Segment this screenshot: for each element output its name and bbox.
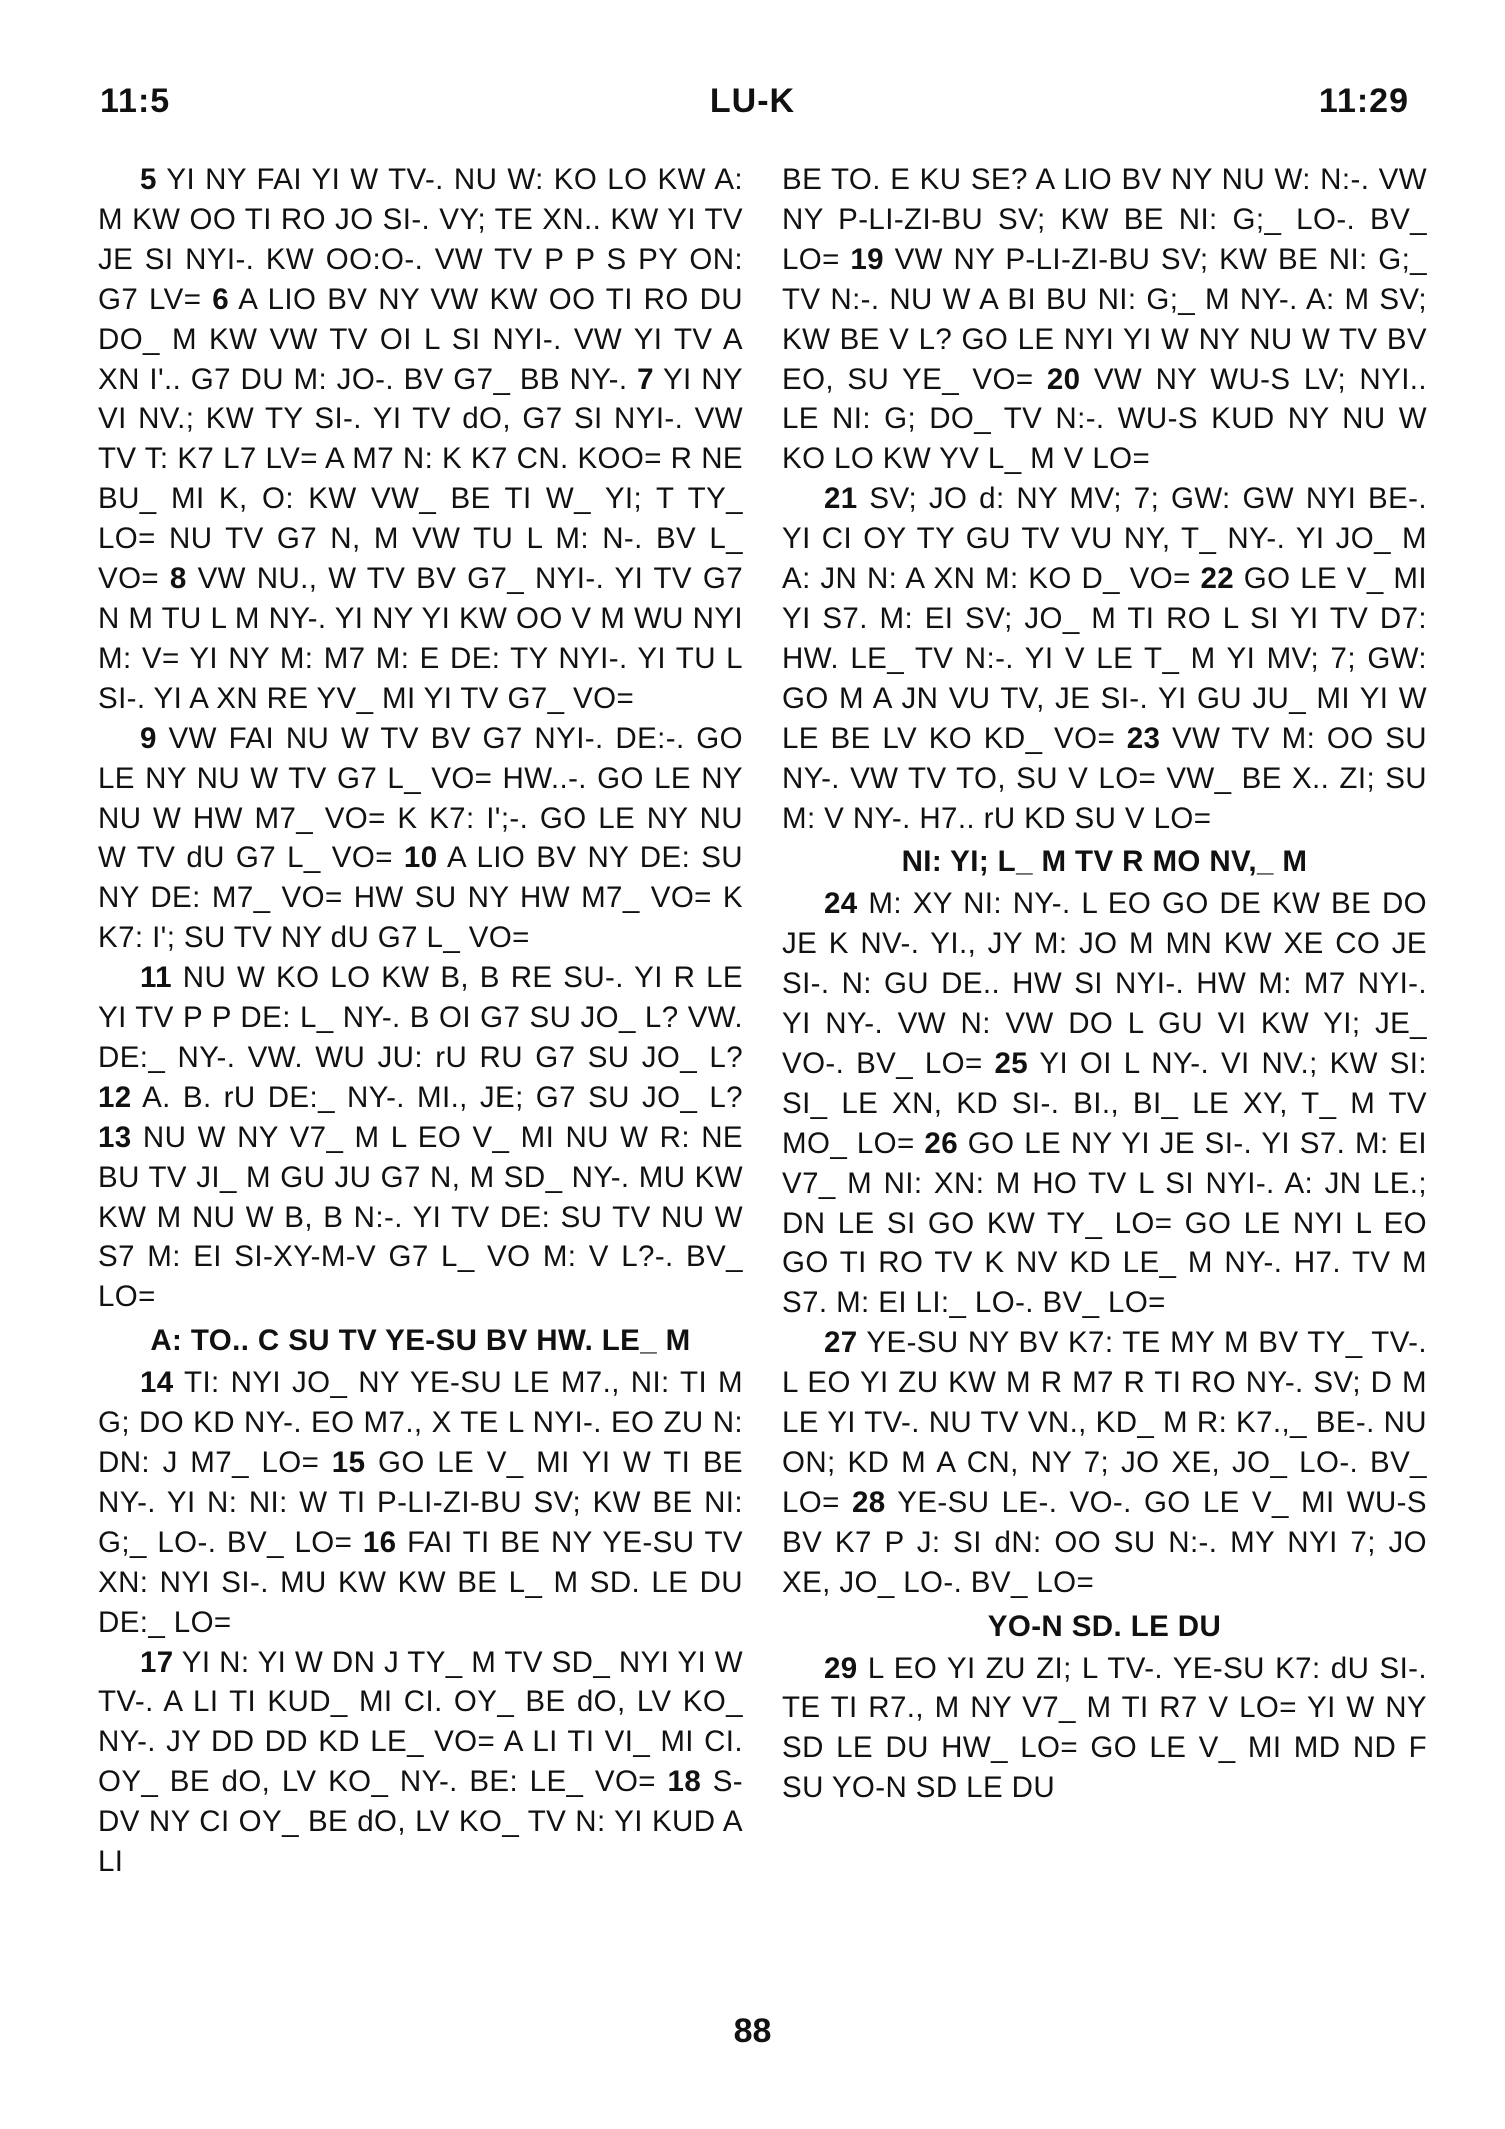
verse-text: GO LE NY YI JE SI-. YI S7. M: EI V7_ M NI: XN: M HO TV L SI NYI-. A: JN LE.; DN LE SI GO KW TY_ LO= GO LE NYI L EO GO TI RO TV K NV KD LE_ M NY-. H7. TV M S7. M: EI LI:_ LO-. BV_ LO= [782,1126,1427,1320]
verse-number: 21 [824,482,858,516]
verse-number: 12 [98,1080,132,1114]
verse-number: 7 [637,362,654,396]
paragraph [98,160,743,719]
section-heading: A: TO.. C SU TV YE-SU BV HW. LE_ M [150,1324,691,1358]
verse-number: 15 [331,1446,366,1479]
verse-number: 10 [403,841,438,875]
verse-text: S-DV NY CI OY_ BE dO, LV KO_ TV N: YI KUD A LI [98,1765,744,1879]
verse-number: 29 [824,1651,858,1685]
paragraph [98,719,743,958]
verse-text: YI OI L NY-. VI NV.; KW SI: SI_ LE XN, KD SI-. BI., BI_ LE XY, T_ M TV MO_ LO= [782,1046,1427,1160]
running-head-left: 11:5 [100,82,171,120]
verse-text: VW FAI NU W TV BV G7 NYI-. DE:-. GO LE NY NU W TV G7 L_ VO= HW..-. GO LE NY NU W HW M7_ VO= K K7: I';-. GO LE NY NU W TV dU G7 L_ VO= [98,721,743,875]
verse-text: YI NY VI NV.; KW TY SI-. YI TV dO, G7 SI NYI-. VW TV T: K7 L7 LV= A M7 N: K K7 CN. KOO= R NE BU_ MI K, O: KW VW_ BE TI W_ YI; T TY_ LO= NU TV G7 N, M VW TU L M: N-. BV L_ VO= [98,362,743,596]
left-column [98,160,743,1882]
verse-text: BE TO. E KU SE? A LIO BV NY NU W: N:-. VW NY P-LI-ZI-BU SV; KW BE NI: G;_ LO-. BV_ LO= [782,163,1427,276]
verse-text: VW NY WU-S LV; NYI.. LE NI: G; DO_ TV N:-. WU-S KUD NY NU W KO LO KW YV L_ M V LO= [782,362,1427,476]
verse-text: NU W NY V7_ M L EO V_ MI NU W R: NE BU TV JI_ M GU JU G7 N, M SD_ NY-. MU KW KW M NU W B, B N:-. YI TV DE: SU TV NU W S7 M: EI SI-XY-M-V G7 L_ VO M: V L?-. BV_ LO= [98,1120,743,1314]
verse-number: 22 [1200,562,1235,596]
verse-text: TI: NYI JO_ NY YE-SU LE M7., NI: TI M G; DO KD NY-. EO M7., X TE L NYI-. EO ZU N: DN: J M7_ LO= [98,1366,743,1479]
verse-text: A LIO BV NY VW KW OO TI RO DU DO_ M KW VW TV OI L SI NYI-. VW YI TV A XN I'.. G7 DU M: JO-. BV G7_ BB NY-. [98,282,743,396]
paragraph [782,1649,1427,1809]
verse-number: 8 [169,562,187,596]
verse-text: NU W KO LO KW B, B RE SU-. YI R LE YI TV P P DE: L_ NY-. B OI G7 SU JO_ L? VW. DE:_ NY-. VW. WU JU: rU RU G7 SU JO_ L? [98,961,743,1074]
paragraph [782,479,1427,838]
paragraph [98,958,743,1317]
paragraph [782,884,1427,1323]
verse-text: VW NY P-LI-ZI-BU SV; KW BE NI: G;_ TV N:-. NU W A BI BU NI: G;_ M NY-. A: M SV; KW BE V L? GO LE NYI YI W NY NU W TV BV EO, SU YE_ VO= [782,242,1427,396]
verse-number: 28 [851,1485,886,1519]
verse-text: VW TV M: OO SU NY-. VW TV TO, SU V LO= VW_ BE X.. ZI; SU M: V NY-. H7.. rU KD SU V LO= [782,721,1427,835]
right-column [782,160,1427,1808]
verse-text: YI N: YI W DN J TY_ M TV SD_ NYI YI W TV-. A LI TI KUD_ MI CI. OY_ BE dO, LV KO_ NY-. JY DD DD KD LE_ VO= A LI TI VI_ MI CI. OY_ BE dO, LV KO_ NY-. BE: LE_ VO= [98,1645,743,1799]
verse-text: L EO YI ZU ZI; L TV-. YE-SU K7: dU SI-. TE TI R7., M NY V7_ M TI R7 V LO= YI W NY SD LE DU HW_ LO= GO LE V_ MI MD ND F SU YO-N SD LE DU [782,1651,1427,1805]
verse-text: VW NU., W TV BV G7_ NYI-. YI TV G7 N M TU L M NY-. YI NY YI KW OO V M WU NYI M: V= YI NY M: M7 M: E DE: TY NYI-. YI TU L SI-. YI A XN RE YV_ MI YI TV G7_ VO= [98,562,743,715]
verse-number: 18 [667,1765,702,1799]
verse-text: YI NY FAI YI W TV-. NU W: KO LO KW A: M KW OO TI RO JO SI-. VY; TE XN.. KW YI TV JE SI NYI-. KW OO:O-. VW TV P P S PY ON: G7 LV= [98,163,743,316]
running-head-center: LU-K [709,82,796,120]
verse-number: 13 [98,1120,132,1154]
verse-number: 5 [140,163,157,196]
verse-number: 9 [140,721,157,755]
section-heading: YO-N SD. LE DU [987,1609,1222,1643]
verse-text: GO LE V_ MI YI S7. M: EI SV; JO_ M TI RO L SI YI TV D7: HW. LE_ TV N:-. YI V LE T_ M YI MV; 7; GW: GO M A JN VU TV, JE SI-. YI GU JU_ MI YI W LE BE LV KO KD_ VO= [782,562,1427,755]
verse-number: 23 [1126,721,1161,755]
verse-text: FAI TI BE NY YE-SU TV XN: NYI SI-. MU KW KW BE L_ M SD. LE DU DE:_ LO= [98,1525,743,1639]
verse-number: 26 [924,1126,959,1160]
verse-number: 24 [824,887,858,921]
verse-number: 14 [140,1366,174,1400]
paragraph [782,160,1427,479]
verse-text: M: XY NI: NY-. L EO GO DE KW BE DO JE K NV-. YI., JY M: JO M MN KW XE CO JE SI-. N: GU DE.. HW SI NYI-. HW M: M7 NYI-. YI NY-. VW N: VW DO L GU VI KW YI; JE_ VO-. BV_ LO= [782,887,1427,1080]
verse-text: A LIO BV NY DE: SU NY DE: M7_ VO= HW SU NY HW M7_ VO= K K7: I'; SU TV NY dU G7 L_ VO= [98,841,743,955]
verse-number: 19 [850,242,884,276]
verse-text: GO LE V_ MI YI W TI BE NY-. YI N: NI: W TI P-LI-ZI-BU SV; KW BE NI: G;_ LO-. BV_ LO= [98,1446,743,1559]
verse-number: 6 [212,282,230,316]
verse-text: SV; JO d: NY MV; 7; GW: GW NYI BE-. YI CI OY TY GU TV VU NY, T_ NY-. YI JO_ M A: JN N: A XN M: KO D_ VO= [782,482,1427,596]
page-number: 88 [733,2012,772,2050]
verse-text: A. B. rU DE:_ NY-. MI., JE; G7 SU JO_ L? [131,1080,743,1114]
verse-text: YE-SU LE-. VO-. GO LE V_ MI WU-S BV K7 P J: SI dN: OO SU N:-. MY NYI 7; JO XE, JO_ LO-. BV_ LO= [782,1485,1427,1599]
paragraph [98,1363,743,1642]
paragraph [98,1643,743,1882]
verse-number: 17 [140,1645,174,1679]
section-heading: NI: YI; L_ M TV R MO NV,_ M [901,845,1308,879]
running-head-right: 11:29 [1318,82,1409,120]
verse-text: YE-SU NY BV K7: TE MY M BV TY_ TV-. L EO YI ZU KW M R M7 R TI RO NY-. SV; D M LE YI TV-. NU TV VN., KD_ M R: K7.,_ BE-. NU ON; KD M A CN, NY 7; JO XE, JO_ LO-. BV_ LO= [782,1326,1427,1519]
paragraph [782,1323,1427,1602]
verse-number: 16 [362,1525,397,1559]
verse-number: 27 [824,1326,858,1360]
verse-number: 20 [1046,362,1081,396]
verse-number: 11 [140,961,172,995]
verse-number: 25 [994,1046,1029,1080]
